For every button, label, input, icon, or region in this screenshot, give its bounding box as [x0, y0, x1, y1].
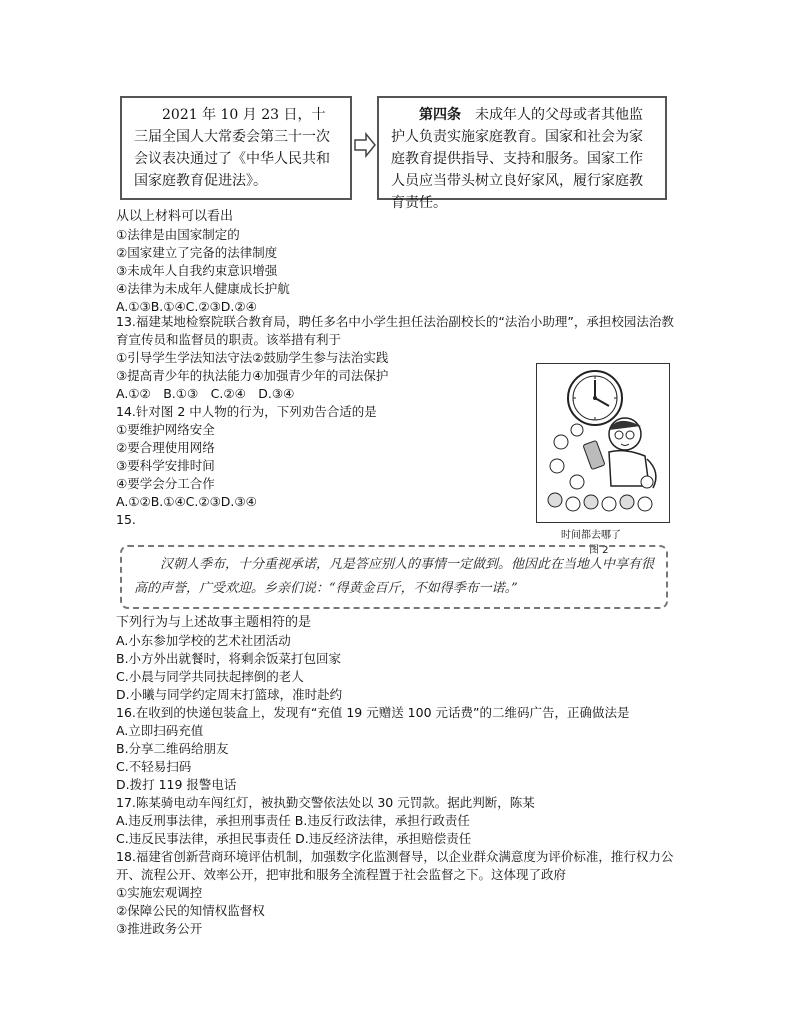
q15-option-c: C.小晨与同学共同扶起摔倒的老人	[116, 669, 304, 684]
q14-option-2: ②要合理使用网络	[116, 440, 215, 455]
q13-choices: A.①② B.①③ C.②④ D.③④	[116, 386, 295, 401]
q18-stem: 18.福建省创新营商环境评估机制，加强数字化监测督导，以企业群众满意度为评价标准，推行权力公开、流程公开、效率公开，把审批和服务全流程置于社会监督之下。这体现了政府	[116, 849, 674, 882]
material-left-text: 2021 年 10 月 23 日，十三届全国人大常委会第三十一次会议表决通过了《中华人民共和国家庭教育促进法》。	[134, 107, 330, 189]
q14-option-4: ④要学会分工合作	[116, 476, 215, 491]
article-lead: 第四条	[419, 107, 461, 123]
q15-story-text: 汉朝人季布，十分重视承诺，凡是答应别人的事情一定做到。他因此在当地人中享有很高的声誉，广受欢迎。乡亲们说：“得黄金百斤，不如得季布一诺。”	[134, 557, 655, 596]
q12-choices: A.①③B.①④C.②③D.②④	[116, 299, 257, 314]
q15-option-d: D.小曦与同学约定周末打篮球，准时赴约	[116, 687, 343, 702]
figure-label: 图 2	[589, 545, 609, 556]
figure-caption: 时间都去哪了	[561, 530, 621, 541]
q18-option-3: ③推进政务公开	[116, 921, 203, 936]
clock-and-boy-drawing	[537, 364, 668, 521]
q17-options-c-d: C.违反民事法律，承担民事责任 D.违反经济法律，承担赔偿责任	[116, 831, 472, 846]
q16-option-c: C.不轻易扫码	[116, 759, 192, 774]
q12-option-3: ③未成年人自我约束意识增强	[116, 263, 278, 278]
q15-stem: 下列行为与上述故事主题相符的是	[116, 615, 312, 630]
q16-option-b: B.分享二维码给朋友	[116, 741, 229, 756]
q16-option-d: D.拨打 119 报警电话	[116, 777, 237, 792]
q16-option-a: A.立即扫码充值	[116, 723, 204, 738]
figure-2-illustration	[536, 363, 670, 523]
q13-options-3-4: ③提高青少年的执法能力④加强青少年的司法保护	[116, 368, 389, 383]
q16-stem: 16.在收到的快递包装盒上，发现有“充值 19 元赠送 100 元话费”的二维码广告，正确做法是	[116, 705, 630, 720]
q14-stem: 14.针对图 2 中人物的行为，下列劝告合适的是	[116, 404, 377, 419]
q18-option-1: ①实施宏观调控	[116, 885, 203, 900]
article-body: 未成年人的父母或者其他监护人负责实施家庭教育。国家和社会为家庭教育提供指导、支持和服务。国家工作人员应当带头树立良好家风，履行家庭教育责任。	[391, 107, 643, 211]
material-box-left	[120, 96, 352, 200]
q13-options-1-2: ①引导学生学法知法守法②鼓励学生参与法治实践	[116, 350, 389, 365]
q13-stem: 13.福建某地检察院联合教育局，聘任多名中小学生担任法治副校长的“法治小助理”，承担校园法治教育宣传员和监督员的职责。该举措有利于	[116, 314, 674, 347]
material-right-text	[391, 104, 653, 214]
q18-option-2: ②保障公民的知情权监督权	[116, 903, 265, 918]
q15-number: 15.	[116, 512, 136, 527]
q17-stem: 17.陈某骑电动车闯红灯，被执勤交警依法处以 30 元罚款。据此判断，陈某	[116, 795, 535, 810]
q12-option-4: ④法律为未成年人健康成长护航	[116, 281, 290, 296]
q15-option-a: A.小东参加学校的艺术社团活动	[116, 633, 291, 648]
q12-option-1: ①法律是由国家制定的	[116, 227, 240, 242]
q17-options-a-b: A.违反刑事法律，承担刑事责任 B.违反行政法律，承担行政责任	[116, 813, 470, 828]
q15-story-box	[120, 545, 668, 609]
q14-choices: A.①②B.①④C.②③D.③④	[116, 494, 257, 509]
q12-option-2: ②国家建立了完备的法律制度	[116, 245, 278, 260]
q15-option-b: B.小方外出就餐时，将剩余饭菜打包回家	[116, 651, 342, 666]
material-box-right	[377, 96, 667, 211]
q14-option-3: ③要科学安排时间	[116, 458, 215, 473]
q12-stem: 从以上材料可以看出	[116, 209, 234, 224]
q14-option-1: ①要维护网络安全	[116, 422, 215, 437]
arrow-right-icon	[354, 132, 376, 158]
